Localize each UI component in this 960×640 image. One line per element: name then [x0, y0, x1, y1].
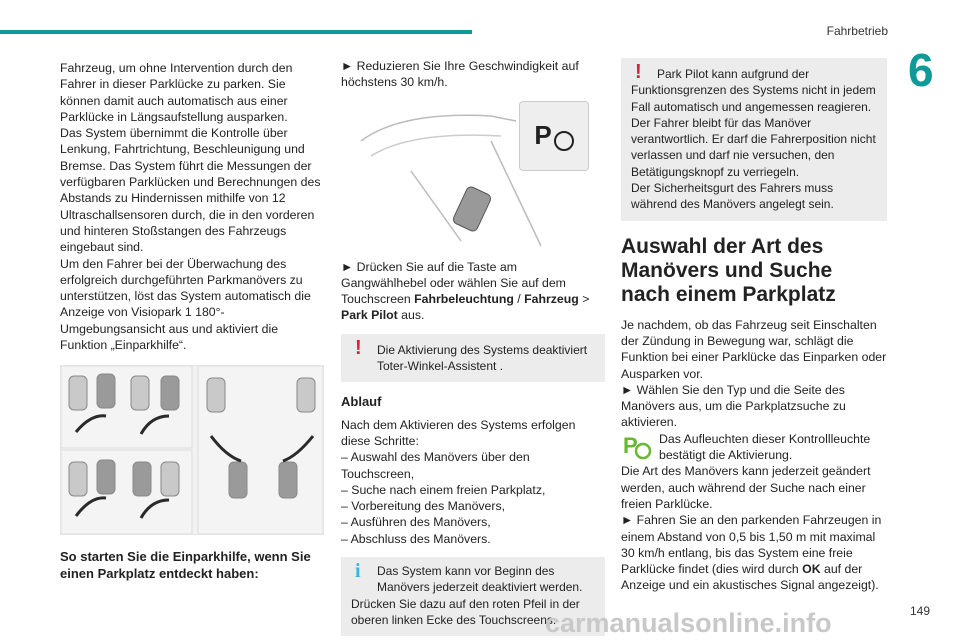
column-1: [60, 60, 322, 582]
step-text: auf der Anzeige und ein akustisches Signal angezeigt).: [621, 562, 879, 593]
page-number: 149: [909, 604, 930, 618]
warning-box: [341, 334, 605, 383]
paragraph: Nach dem Aktivieren des Systems erfolgen diese Schritte:: [341, 417, 576, 448]
warning-box: [621, 58, 887, 221]
list-item: – Suche nach einem freien Parkplatz,: [341, 482, 546, 497]
info-continuation: Drücken Sie dazu auf den roten Pfeil in der oberen linken Ecke des Touchscreens.: [351, 596, 580, 627]
warning-icon: !: [635, 61, 642, 83]
instruction-step: ► Wählen Sie den Typ und die Seite des Manövers aus, um die Parkplatzsuche zu aktivieren.: [621, 382, 846, 430]
figure-caption: So starten Sie die Einparkhilfe, wenn Sie einen Parkplatz entdeckt haben:: [60, 549, 311, 581]
warning-text: Der Sicherheitsgurt des Fahrers muss während des Manövers angelegt sein.: [631, 181, 834, 212]
step-text: ► Fahren Sie an den parkenden Fahrzeugen in einem Abstand von 0,5 bis 1,50 m mit maximal 30 km/h entlang, bis das System eine freie Parklücke findet (dies wird durch: [621, 513, 882, 577]
separator: /: [513, 292, 525, 307]
warning-icon: !: [355, 336, 362, 359]
list-item: – Abschluss des Manövers.: [341, 531, 491, 546]
separator: >: [578, 292, 590, 307]
list-item: – Vorbereitung des Manövers,: [341, 499, 506, 514]
step-text: ► Drücken Sie auf die Taste am Gangwählhebel oder wählen Sie auf dem Touchscreen: [341, 259, 566, 307]
list-item: – Ausführen des Manövers,: [341, 515, 491, 530]
paragraph: Das System übernimmt die Kontrolle über Lenkung, Fahrtrichtung, Beschleunigung und Bremse. Das System führt die Messungen der verfügbaren Parklücken und Berechnungen des Abstands zu Hindernissen mithilfe von 12 Ultraschallsensoren durch, die in den vorderen und hinteren Stoßstangen des Fahrzeugs eingebaut sind.: [60, 126, 321, 255]
park-pilot-button: [519, 101, 589, 171]
warning-text: Park Pilot kann aufgrund der Funktionsgrenzen des Systems nicht in jedem Fall automatisch und angemessen reagieren.: [631, 67, 876, 114]
chapter-number: 6: [908, 44, 934, 96]
menu-item-vehicle: Fahrzeug: [524, 292, 579, 307]
column-3: [621, 58, 887, 594]
header-accent-bar: [0, 30, 472, 34]
park-pilot-lamp-icon: [621, 431, 653, 461]
chapter-tab: [900, 44, 960, 106]
gear-selector-figure: [341, 101, 603, 253]
step-text: aus.: [397, 308, 425, 323]
lamp-row: [621, 431, 887, 464]
instruction-step: [341, 259, 605, 324]
paragraph: Die Art des Manövers kann jederzeit geändert werden, auch während der Suche nach einer freien Parklücke.: [621, 464, 871, 511]
watermark: carmanualsonline.info: [545, 608, 832, 638]
list-item: – Auswahl des Manövers über den Touchscreen,: [341, 450, 530, 481]
park-button-label: P: [534, 120, 552, 151]
section-title-header: Fahrbetrieb: [826, 24, 888, 38]
ok-label: OK: [802, 562, 821, 577]
paragraph: Um den Fahrer bei der Überwachung des erfolgreich durchgeführten Parkmanövers zu unterstützen, löst das System automatisch die Anzeige von Visiopark 1 180°-Umgebungsansicht aus und aktiviert die Funktion „Einparkhilfe“.: [60, 256, 311, 353]
warning-text: Der Fahrer bleibt für das Manöver verantwortlich. Er darf die Fahrerposition nicht verlassen und darf nie versuchen, den Betätigungsknopf zu verriegeln.: [631, 115, 876, 179]
paragraph: Fahrzeug, um ohne Intervention durch den Fahrer in dieser Parklücke zu parken. Sie können damit auch automatisch aus einer Parklücke in Längsaufstellung ausparken.: [60, 61, 293, 124]
menu-item-lighting: Fahrbeleuchtung: [414, 292, 514, 307]
parking-diagram: [61, 366, 323, 534]
menu-item-park-pilot: Park Pilot: [341, 308, 398, 323]
svg-text:P: P: [623, 432, 638, 458]
lamp-text: Das Aufleuchten dieser Kontrollleuchte bestätigt die Aktivierung.: [659, 431, 871, 463]
subheading: Ablauf: [341, 394, 382, 410]
info-text: Das System kann vor Beginn des Manövers jederzeit deaktiviert werden.: [377, 564, 583, 595]
instruction-step: ► Reduzieren Sie Ihre Geschwindigkeit auf höchstens 30 km/h.: [341, 59, 579, 90]
column-2: [341, 58, 605, 636]
steering-wheel-icon: [554, 131, 574, 151]
parking-maneuver-figure: [60, 365, 324, 535]
instruction-step: [621, 512, 887, 593]
warning-text: Die Aktivierung des Systems deaktiviert Toter-Winkel-Assistent .: [377, 342, 588, 374]
info-icon: i: [355, 560, 361, 583]
section-heading: Auswahl der Art des Manövers und Suche nach einem Parkplatz: [621, 234, 836, 306]
paragraph: Je nachdem, ob das Fahrzeug seit Einschalten der Zündung in Bewegung war, schlägt die Funktion bei einer Parklücke das Einparken oder Ausparken vor.: [621, 317, 887, 381]
